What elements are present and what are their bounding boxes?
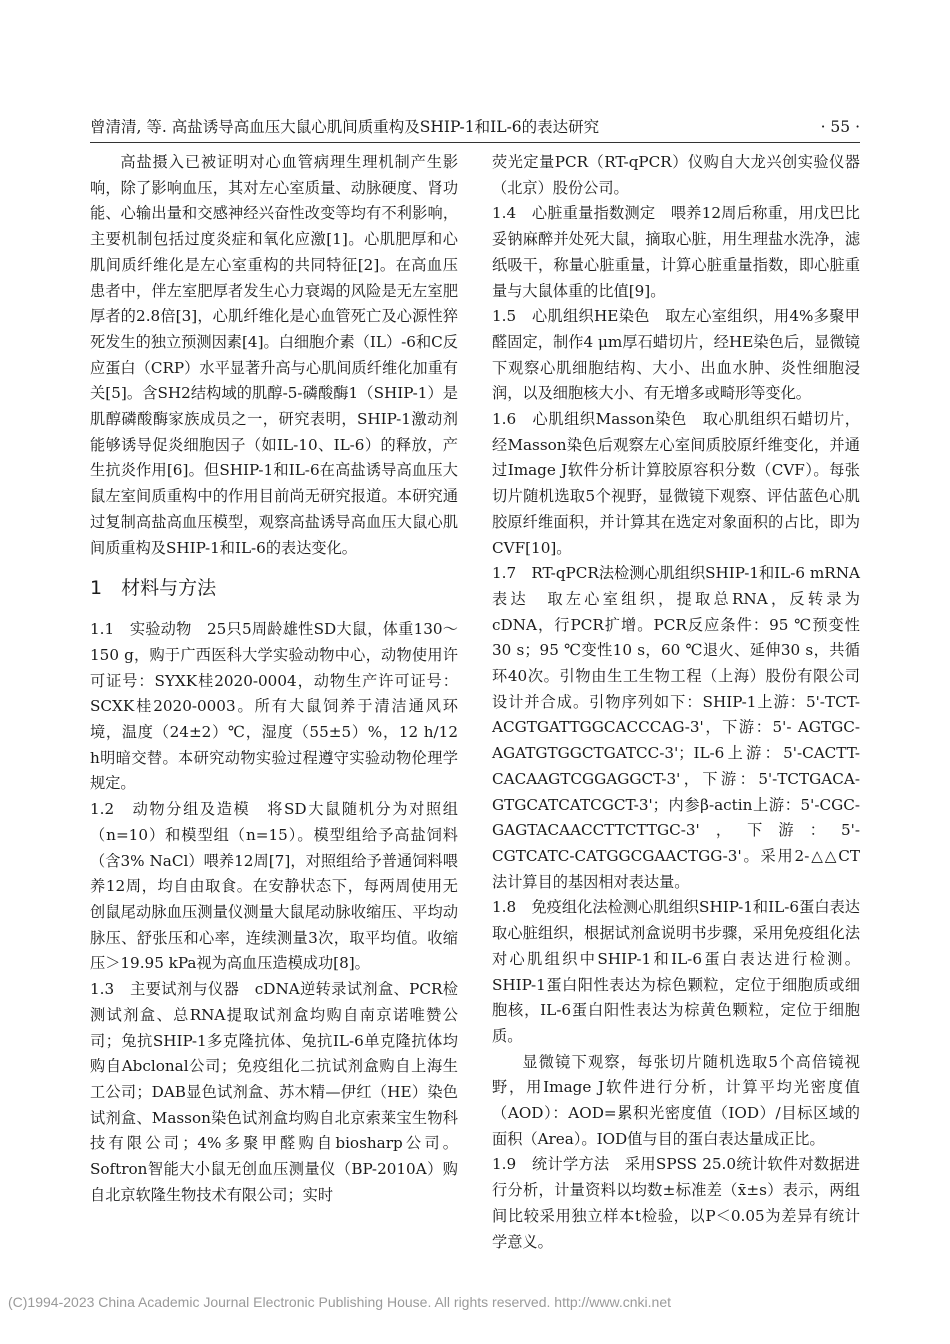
section-1-8-immunohistochemistry: 1.8 免疫组化法检测心肌组织SHIP-1和IL-6蛋白表达 取心脏组织，根据试剂盒说明书步骤，采用免疫组化法对心肌组织中SHIP-1和IL-6蛋白表达进行检测。SHIP-1蛋白阳性表达为棕色颗粒，定位于细胞质或细胞核，IL-6蛋白阳性表达为棕黄色颗粒，定位于细胞质。 [492,898,876,1045]
section-1-1-animals: 1.1 实验动物 25只5周龄雄性SD大鼠，体重130～150 g，购于广西医科大学实验动物中心，动物使用许可证号：SYXK桂2020-0004，动物生产许可证号：SCXK桂2020-0003。所有大鼠饲养于清洁通风环境，温度（24±2）℃，湿度（55±5）%，12 h/12 h明暗交替。本研究动物实验过程遵守实验动物伦理学规定。 [90,620,458,793]
section-1-4-heart-index: 1.4 心脏重量指数测定 喂养12周后称重，用戊巴比妥钠麻醉并处死大鼠，摘取心脏，用生理盐水洗净，滤纸吸干，称量心脏重量，计算心脏重量指数，即心脏重量与大鼠体重的比值[9]。 [492,204,860,300]
intro-paragraph: 高盐摄入已被证明对心血管病理生理机制产生影响，除了影响血压，其对左心室质量、动脉硬度、肾功能、心输出量和交感神经兴奋性改变等均有不利影响，主要机制包括过度炎症和氧化应激[1]。心肌肥厚和心肌间质纤维化是左心室重构的共同特征[2]。在高血压患者中，伴左室肥厚者发生心力衰竭的风险是无左室肥厚者的2.8倍[3]，心肌纤维化是心血管死亡及心源性猝死发生的独立预测因素[4]。白细胞介素（IL）-6和C反应蛋白（CRP）水平显著升高与心肌间质纤维化加重有关[5]。含SH2结构域的肌醇-5-磷酸酶1（SHIP-1）是肌醇磷酸酶家族成员之一，研究表明，SHIP-1激动剂能够诱导促炎细胞因子（如IL-10、IL-6）的释放，产生抗炎作用[6]。但SHIP-1和IL-6在高盐诱导高血压大鼠左室间质重构中的作用目前尚无研究报道。本研究通过复制高盐高血压模型，观察高盐诱导高血压大鼠心肌间质重构及SHIP-1和IL-6的表达变化。 [90,153,458,557]
copyright-footer: (C)1994-2023 China Academic Journal Electronic Publishing House. All rights reserved. http://www.cnki.net [8,1294,671,1310]
section-1-6-masson-staining: 1.6 心肌组织Masson染色 取心肌组织石蜡切片，经Masson染色后观察左心室间质胶原纤维变化，并通过Image J软件分析计算胶原容积分数（CVF）。每张切片随机选取5个视野，显微镜下观察、评估蓝色心肌胶原纤维面积，并计算其在选定对象面积的占比，即为CVF[10]。 [492,410,860,557]
section-1-9-statistics: 1.9 统计学方法 采用SPSS 25.0统计软件对数据进行分析，计量资料以均数±标准差（x̄±s）表示，两组间比较采用独立样本t检验，以P＜0.05为差异有统计学意义。 [492,1155,860,1251]
section-1-2-grouping: 1.2 动物分组及造模 将SD大鼠随机分为对照组（n=10）和模型组（n=15）。模型组给予高盐饲料（含3% NaCl）喂养12周[7]，对照组给予普通饲料喂养12周，均自由取食。在安静状态下，每两周使用无创鼠尾动脉血压测量仪测量大鼠尾动脉收缩压、平均动脉压、舒张压和心率，连续测量3次，取平均值。收缩压＞19.95 kPa视为高血压造模成功[8]。 [90,800,458,973]
section-1-8-analysis: 显微镜下观察，每张切片随机选取5个高倍镜视野，用Image J软件进行分析，计算平均光密度值（AOD）：AOD=累积光密度值（IOD）/目标区域的面积（Area）。IOD值与目的蛋白表达量成正比。 [492,1052,860,1148]
right-column [492,150,876,1255]
section-1-3-reagents: 1.3 主要试剂与仪器 cDNA逆转录试剂盒、PCR检测试剂盒、总RNA提取试剂盒均购自南京诺唯赞公司；兔抗SHIP-1多克隆抗体、兔抗IL-6单克隆抗体均购自Abclonal公司；免疫组化二抗试剂盒购自上海生工公司；DAB显色试剂盒、苏木精—伊红（HE）染色试剂盒、Masson染色试剂盒均购自北京索莱宝生物科技有限公司；4%多聚甲醛购自biosharp公司。Softron智能大小鼠无创血压测量仪（BP-2010A）购自北京软隆生物技术有限公司；实时 [90,980,458,1204]
page-number: · 55 · [820,118,860,136]
section-1-5-he-staining: 1.5 心肌组织HE染色 取左心室组织，用4%多聚甲醛固定，制作4 μm厚石蜡切片，经HE染色后，显微镜下观察心肌细胞结构、大小、出血水肿、炎性细胞浸润，以及细胞核大小、有无增多或畸形等变化。 [492,307,860,403]
left-column [90,150,458,1208]
running-header [90,112,860,143]
section-heading-materials-methods: 1 材料与方法 [90,577,217,600]
reagents-continued: 荧光定量PCR（RT-qPCR）仪购自大龙兴创实验仪器（北京）股份公司。 [492,153,860,197]
section-1-7-rt-qpcr: 1.7 RT-qPCR法检测心肌组织SHIP-1和IL-6 mRNA表达 取左心室组织，提取总RNA，反转录为cDNA，行PCR扩增。PCR反应条件：95 ℃预变性30 s；95 ℃变性10 s，60 ℃退火、延伸30 s，共循环40次。引物由生工生物工程（上海）股份有限公司设计并合成。引物序列如下：SHIP-1上游：5'-TCT-ACGTGATTGGCACCCAG-3'，下游：5'- AGTGC-AGATGTGGCTGATCC-3'；IL-6上游：5'-CACTT-CACAAGTCGGAGGCT-3'，下游：5'-TCTGACA-GTGCATCATCGCT-3'；内参β-actin上游：5'-CGC-GAGTACAACCTTCTTGC-3'，下游：5'-CGTCATC-CATGGCGAACTGG-3'。采用2-△△CT法计算目的基因相对表达量。 [492,564,860,891]
running-title: 曾清清, 等. 高盐诱导高血压大鼠心肌间质重构及SHIP-1和IL-6的表达研究 [90,118,600,136]
